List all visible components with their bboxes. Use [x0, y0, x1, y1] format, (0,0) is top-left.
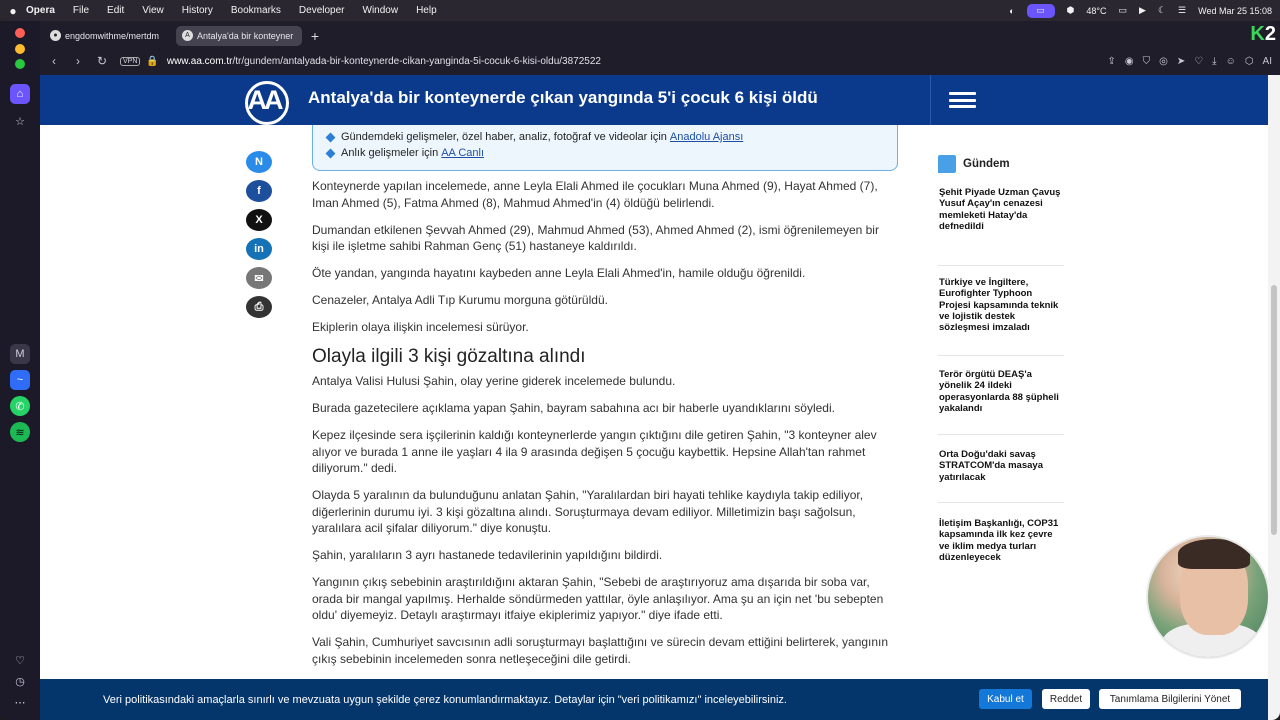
email-glyph: ✉	[254, 272, 264, 285]
battery-icon[interactable]: ▭	[1118, 5, 1128, 15]
star-icon[interactable]: ☆	[15, 115, 25, 128]
screen-record-icon[interactable]: ▭	[1027, 4, 1055, 18]
tab-bar	[40, 21, 1280, 50]
diamond-bullet-icon	[326, 148, 336, 158]
maximize-window-button[interactable]	[15, 59, 25, 69]
paragraph: Dumandan etkilenen Şevvah Ahmed (29), Mahmud Ahmed (53), Ahmed Ahmed (2), ismi öğrenilemeyen bir kişi ile işletme sahibi Rahman Genç (51) hastaneye kaldırıldı.	[312, 222, 879, 253]
paragraph: Yangının çıkış sebebinin araştırıldığını aktaran Şahin, "Sebebi de araştırıyoruz ama dışarıda bir soba var, orada bir mangal yapılmış. Herhalde söndürmeden yattılar, öyle anlaşılıyor. Ama şu an için net 'bu sebepten oldu' diyemeyiz. Detaylı araştırmayı itfaiye ekiplerimiz yapıyor." diye ifade etti.	[312, 575, 884, 622]
camera-icon[interactable]: ◉	[1124, 55, 1134, 67]
email-icon[interactable]	[246, 267, 272, 289]
reload-icon[interactable]: ↻	[96, 54, 108, 68]
moon-icon[interactable]: ☾	[1157, 5, 1167, 15]
paragraph: Kepez ilçesinde sera işçilerinin kaldığı konteynerlerde yangın çıktığını dile getiren Şahin, "3 konteyner alev alıyor ve burada 1 anne ile yaşları 4 ila 9 arasında değişen 5 çocuğu kaybettik. Hepsine Allah'tan rahmet diliyorum." dedi.	[312, 428, 877, 475]
webcam-hair	[1178, 539, 1250, 569]
k2-logo-k: K	[1250, 23, 1265, 45]
close-window-button[interactable]	[15, 28, 25, 38]
page-scrollbar[interactable]	[1268, 75, 1280, 720]
address-bar	[40, 50, 1280, 72]
info-line-2	[327, 145, 897, 161]
info-line-2-text: Anlık gelişmeler için	[341, 147, 439, 159]
paragraph: Burada gazetecilere açıklama yapan Şahin, bayram sabahına acı bir haberle uyandıklarını söyledi.	[312, 401, 835, 415]
tab-title: Antalya'da bir konteyner	[197, 30, 294, 41]
webcam-overlay[interactable]	[1146, 535, 1268, 659]
lens-icon[interactable]: ◎	[1159, 55, 1168, 67]
rail-news-item[interactable]: Terör örgütü DEAŞ'a yönelik 24 ildeki operasyonlarda 88 şüpheli yakalandı	[938, 356, 1064, 435]
heart-icon[interactable]: ♡	[15, 654, 25, 667]
k2-logo	[1250, 23, 1276, 46]
aria-ai-button[interactable]: AI	[1262, 55, 1272, 67]
menu-window[interactable]: Window	[362, 5, 399, 16]
facebook-glyph: f	[257, 185, 261, 197]
spotify-icon[interactable]: ≋	[10, 422, 30, 442]
menu-help[interactable]: Help	[416, 5, 437, 16]
browser-window	[0, 21, 1280, 720]
adblock-shield-icon[interactable]: ⛉	[1142, 55, 1151, 67]
article-headline: Antalya'da bir konteynerde çıkan yangında 5'i çocuk 6 kişi öldü	[308, 88, 818, 107]
info-box	[312, 125, 898, 171]
scrollbar-thumb[interactable]	[1271, 285, 1277, 535]
rail-news-item[interactable]: İletişim Başkanlığı, COP31 kapsamında ilk kez çevre ve iklim medya turları düzenleyecek	[939, 518, 1059, 563]
menu-view[interactable]: View	[142, 5, 164, 16]
forward-button[interactable]: ›	[76, 54, 80, 68]
paragraph: Vali Şahin, Cumhuriyet savcısının adli soruşturmayı başlattığını ve sürecin devam ettiğini belirterek, yangının çıkış sebebinin incelemeden sonra netleşeceğini dile getirdi.	[312, 635, 889, 666]
profile-icon[interactable]: ☺	[1225, 55, 1236, 67]
print-icon[interactable]	[246, 296, 272, 318]
url-path: /tr/gundem/antalyada-bir-konteynerde-cikan-yanginda-5i-cocuk-6-kisi-oldu/3872522	[232, 55, 601, 67]
new-tab-button[interactable]: +	[310, 27, 320, 44]
reject-cookies-button[interactable]: Reddet	[1042, 689, 1090, 709]
article-body	[312, 178, 898, 678]
info-line-1-text: Gündemdeki gelişmeler, özel haber, analiz, fotoğraf ve videolar için	[341, 131, 667, 143]
minimize-window-button[interactable]	[15, 44, 25, 54]
menu-edit[interactable]: Edit	[107, 5, 125, 16]
menu-history[interactable]: History	[181, 5, 213, 16]
rail-news-item[interactable]: Türkiye ve İngiltere, Eurofighter Typhoon Projesi kapsamında teknik ve lojistik destek sözleşmesi imzaladı	[938, 266, 1064, 356]
menu-file[interactable]: File	[72, 5, 90, 16]
linkedin-icon[interactable]	[246, 238, 272, 260]
x-twitter-icon[interactable]	[246, 209, 272, 231]
speech-bubble-icon	[938, 155, 956, 173]
gundem-rail	[938, 155, 1064, 581]
control-center-icon[interactable]: ☰	[1178, 5, 1187, 15]
aa-canli-link[interactable]: AA Canlı	[441, 147, 485, 159]
vpn-badge[interactable]: VPN	[120, 57, 140, 66]
rail-news-item[interactable]: Şehit Piyade Uzman Çavuş Yusuf Açay'ın cenazesi memleketi Hatay'da defnedildi	[938, 187, 1064, 266]
bluetooth-headphones-icon[interactable]: ◐	[1009, 5, 1015, 16]
linkedin-glyph: in	[254, 243, 264, 255]
hamburger-menu-icon[interactable]	[949, 92, 976, 108]
info-line-1	[327, 129, 897, 145]
send-icon[interactable]: ➤	[1176, 55, 1186, 67]
tab-aa-article[interactable]	[176, 26, 302, 46]
cookie-banner	[40, 679, 1268, 720]
cpu-temperature[interactable]: 48°C	[1086, 5, 1107, 16]
messenger-icon[interactable]: ~	[10, 370, 30, 390]
article-subheading: Olayla ilgili 3 kişi gözaltına alındı	[312, 346, 586, 367]
paragraph: Konteynerde yapılan incelemede, anne Leyla Elali Ahmed ile çocukları Muna Ahmed (9), Hayat Ahmed (7), Iman Ahmed (5), Fatma Ahmed (8), Mahmud Ahmed'in (4) öldüğü belirlendi.	[312, 179, 878, 210]
paragraph: Ekiplerin olaya ilişkin incelemesi sürüyor.	[312, 320, 529, 334]
more-icon[interactable]: ⋯	[14, 696, 26, 709]
menu-app-name[interactable]: Opera	[26, 5, 55, 16]
url-field[interactable]	[167, 56, 601, 67]
facebook-icon[interactable]	[246, 180, 272, 202]
lock-icon[interactable]: 🔒	[146, 55, 159, 67]
diamond-bullet-icon	[326, 132, 336, 142]
address-bar-tools	[1107, 50, 1280, 72]
anadolu-ajansi-link[interactable]: Anadolu Ajansı	[669, 131, 744, 143]
apple-icon[interactable]: ●	[9, 3, 17, 18]
github-icon: ●	[50, 30, 61, 41]
share-icon[interactable]: ⇪	[1107, 55, 1116, 67]
rail-news-item[interactable]: Orta Doğu'daki savaş STRATCOM'da masaya yatırılacak	[938, 435, 1064, 503]
header-divider	[930, 75, 931, 125]
tab-title: engdomwithme/mertdm	[65, 30, 160, 41]
paragraph: Şahin, yaralıların 3 ayrı hastanede tedavilerinin yapıldığını bildirdi.	[312, 548, 663, 562]
x-glyph: X	[255, 214, 263, 226]
k2-logo-num: 2	[1264, 23, 1276, 45]
manage-cookies-button[interactable]: Tanımlama Bilgilerini Yönet	[1099, 689, 1241, 709]
opera-sidebar	[0, 21, 40, 720]
url-domain: www.aa.com.tr	[166, 55, 233, 67]
macos-menubar	[0, 0, 1280, 21]
print-glyph: ⎙	[254, 300, 264, 313]
aa-logo[interactable]: AA	[243, 81, 285, 119]
clock[interactable]: Wed Mar 25 15:08	[1198, 5, 1272, 16]
extensions-icon[interactable]: ⬡	[1244, 55, 1254, 67]
accept-cookies-button[interactable]: Kabul et	[979, 689, 1032, 709]
cookie-text: Veri politikasındaki amaçlarla sınırlı ve mevzuata uygun şekilde çerez konumlandırmaktayız. Detaylar için "veri politikamızı" inceleyebilirsiniz.	[103, 693, 787, 706]
download-icon[interactable]: ⤓	[1212, 55, 1217, 67]
menu-developer[interactable]: Developer	[298, 5, 345, 16]
menu-bookmarks[interactable]: Bookmarks	[230, 5, 281, 16]
web-page	[40, 75, 1268, 720]
aa-favicon-icon: A	[182, 30, 193, 41]
rail-title	[938, 155, 1064, 173]
whatsapp-icon[interactable]: ✆	[10, 396, 30, 416]
paragraph: Olayda 5 yaralının da bulunduğunu anlatan Şahin, "Yaralılardan biri hayati tehlike kaydıyla takip ediliyor, diğerlerinin durumu iyi. 3 kişi gözaltına alındı. Soruşturmaya devam ediliyor. Milletimizin başı sağolsun, yaralılara acil şifalar diliyorum." diye konuştu.	[312, 488, 864, 535]
play-icon[interactable]: ▶	[1139, 5, 1146, 15]
home-icon[interactable]: ⌂	[10, 84, 30, 104]
gmail-icon[interactable]: M	[10, 344, 30, 364]
n-share-icon[interactable]	[246, 151, 272, 173]
tab-github[interactable]	[44, 26, 172, 46]
paragraph: Antalya Valisi Hulusi Şahin, olay yerine giderek incelemede bulundu.	[312, 374, 676, 388]
n-share-glyph: N	[255, 156, 263, 168]
paragraph: Öte yandan, yangında hayatını kaybeden anne Leyla Elali Ahmed'in, hamile olduğu öğrenildi.	[312, 266, 806, 280]
bookmark-heart-icon[interactable]: ♡	[1194, 55, 1204, 67]
back-button[interactable]: ‹	[52, 54, 56, 68]
paragraph: Cenazeler, Antalya Adli Tıp Kurumu morguna götürüldü.	[312, 293, 608, 307]
menubar-status-area	[1009, 0, 1272, 21]
history-clock-icon[interactable]: ◷	[15, 675, 25, 688]
rail-title-text: Gündem	[963, 158, 1010, 170]
site-header	[40, 75, 1268, 125]
shield-icon[interactable]: ⬢	[1066, 5, 1075, 15]
